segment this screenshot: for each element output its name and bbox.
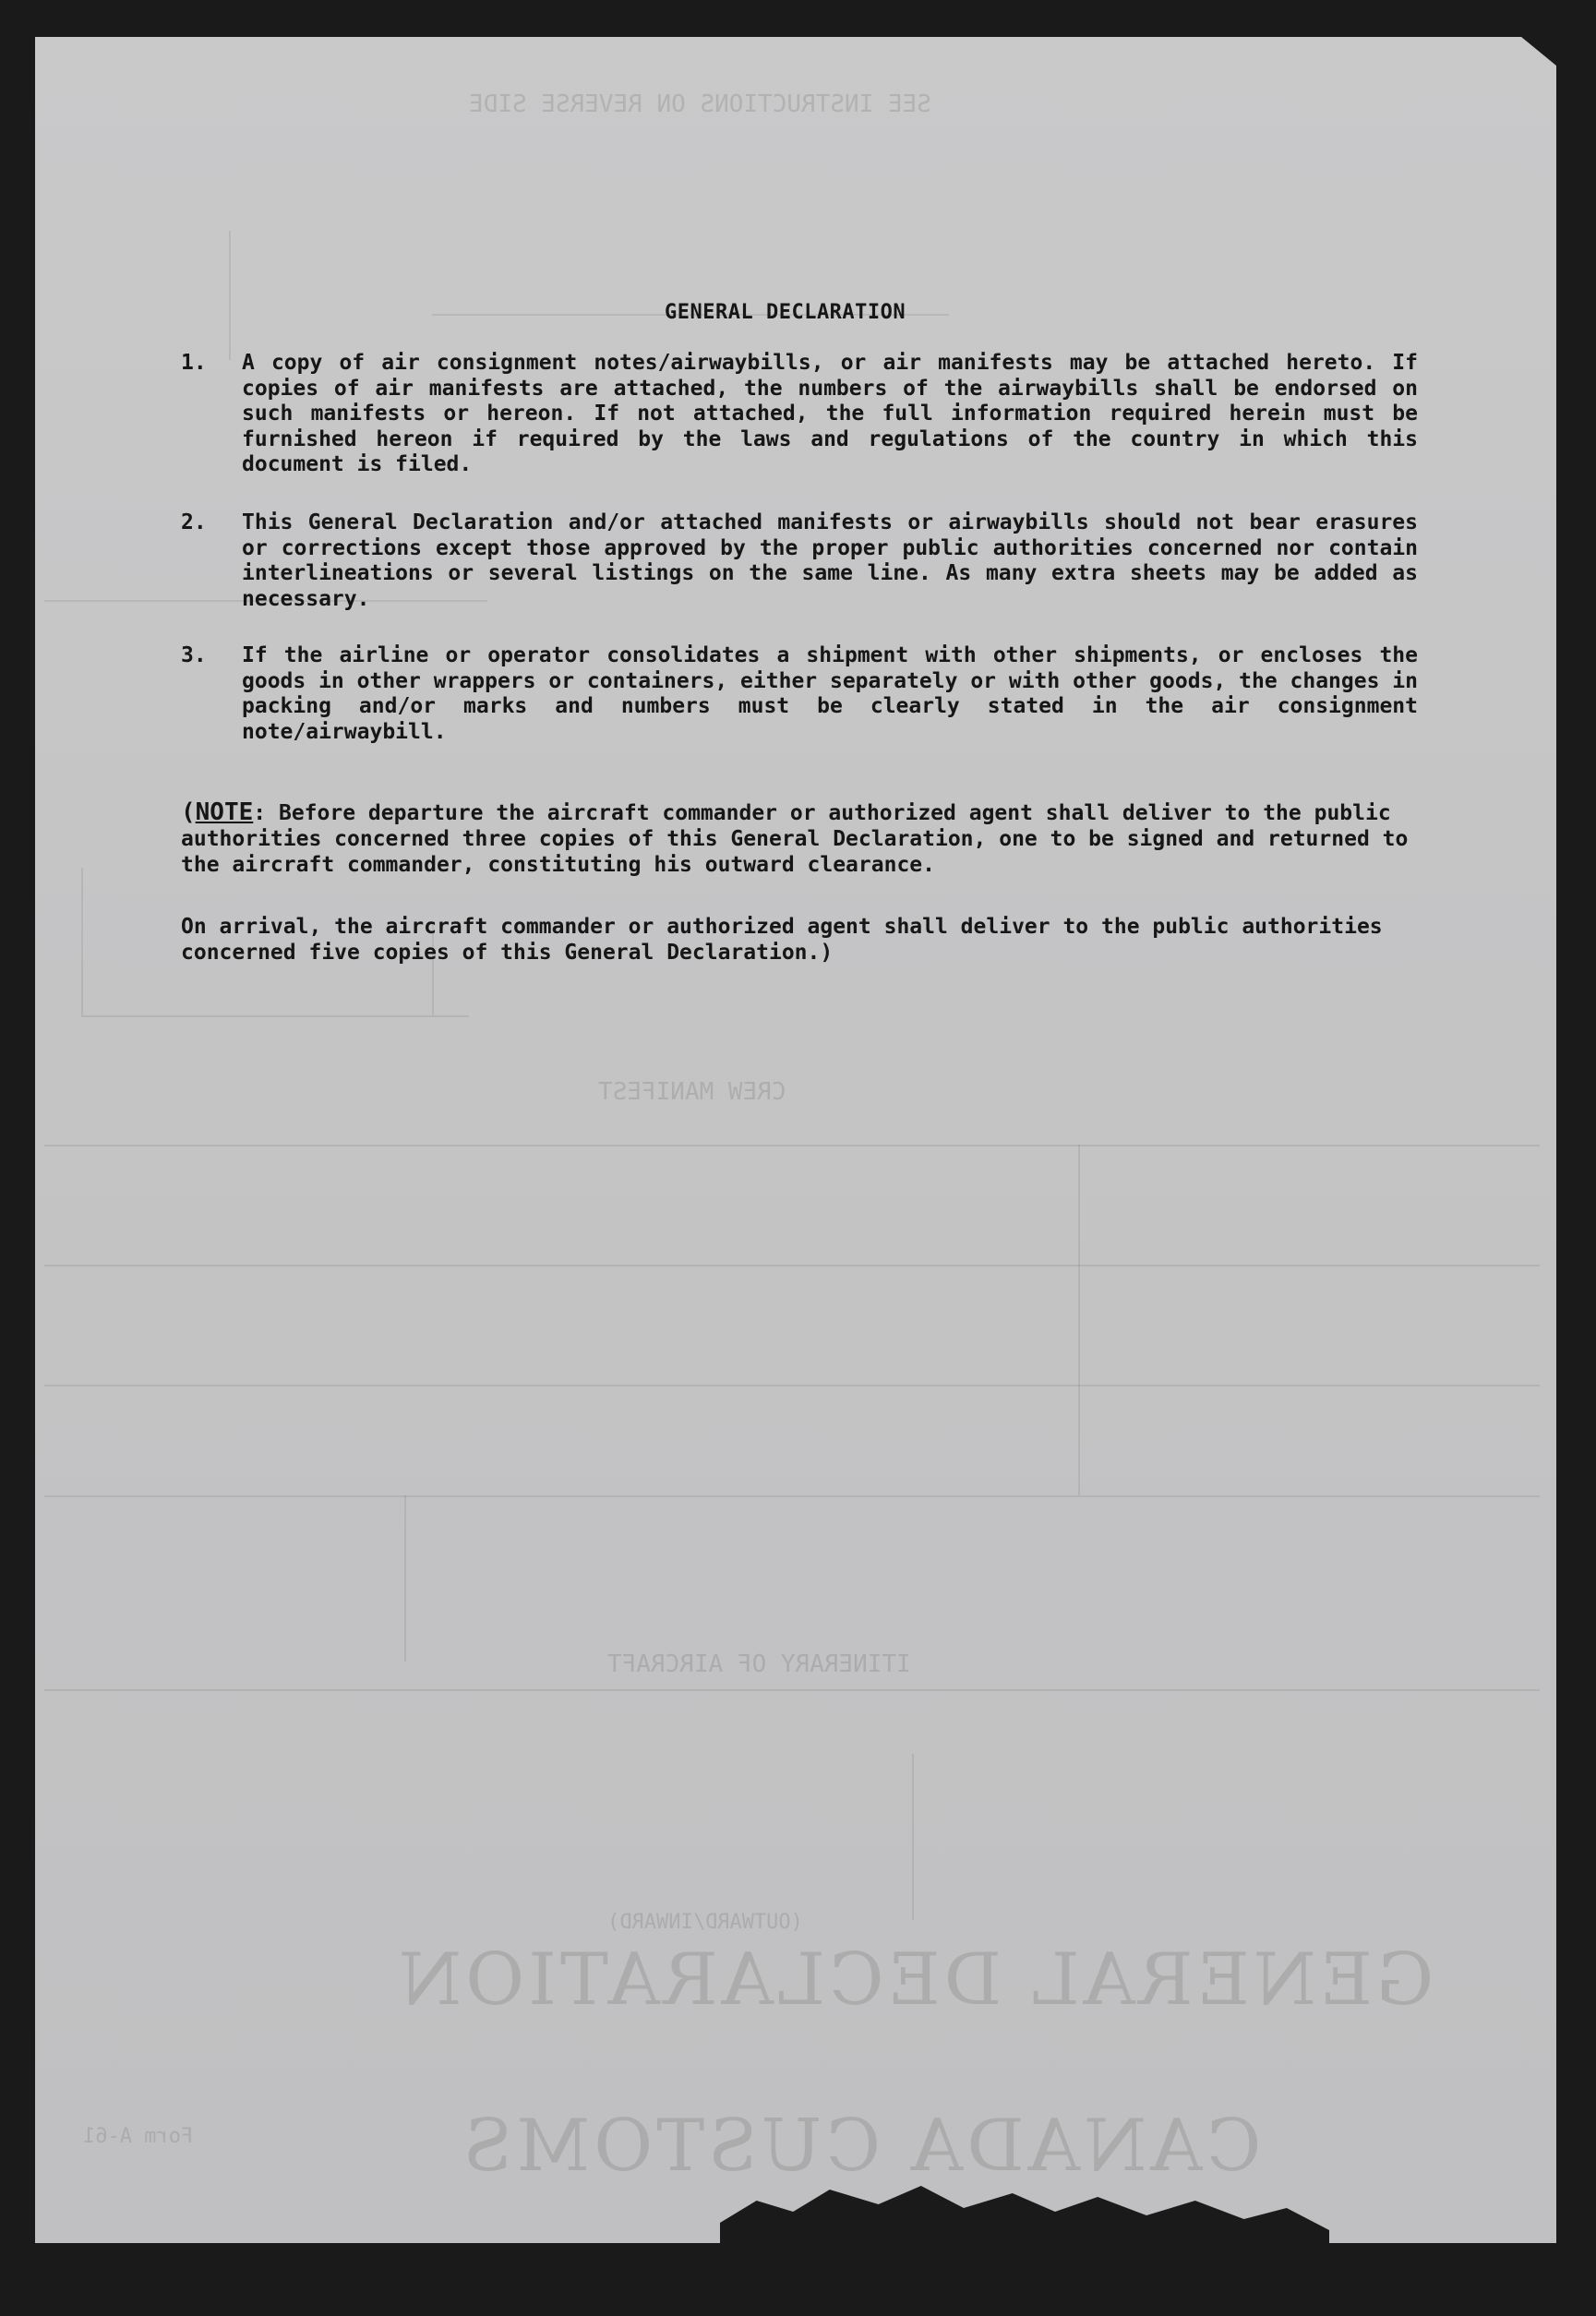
note-departure xyxy=(181,799,1418,878)
item-text: If the airline or operator consolidates a shipment with other shipments, or encloses the goods in other wrappers or containers, either separately or with other goods, the changes in packing and/or marks and numbers must be clearly stated in the air consignment note/airwaybill. xyxy=(242,643,1418,744)
item-number: 2. xyxy=(181,510,207,534)
item-text: A copy of air consignment notes/airwaybills, or air manifests may be attached hereto. If copies of air manifests are attached, the numbers of the airwaybills shall be endorsed on such manifests or hereon. If not attached, the full information required herein must be furnished hereon if required by the laws and regulations of the country in which this document is filed. xyxy=(242,351,1418,476)
note-departure-text: : Before departure the aircraft commander or authorized agent shall deliver to the public authorities concerned three copies of this General Declaration, one to be signed and returned to the aircraft commander, constituting his outward clearance. xyxy=(181,801,1409,877)
note-open-paren: ( xyxy=(181,798,196,826)
instruction-item-1 xyxy=(181,351,1418,478)
item-text: This General Declaration and/or attached manifests or airwaybills should not bear erasures or corrections except those approved by the proper public authorities concerned nor contain interlineations or several listings on the same line. As many extra sheets may be added as necessary. xyxy=(242,510,1418,611)
item-number: 3. xyxy=(181,643,207,667)
item-number: 1. xyxy=(181,351,207,375)
note-arrival xyxy=(181,914,1418,966)
document-title: GENERAL DECLARATION xyxy=(665,301,906,324)
note-arrival-text: On arrival, the aircraft commander or authorized agent shall deliver to the public authorities concerned five copies of this General Declaration.) xyxy=(181,915,1383,965)
note-label: NOTE xyxy=(195,798,254,826)
instruction-item-3 xyxy=(181,643,1418,745)
instruction-item-2 xyxy=(181,510,1418,612)
